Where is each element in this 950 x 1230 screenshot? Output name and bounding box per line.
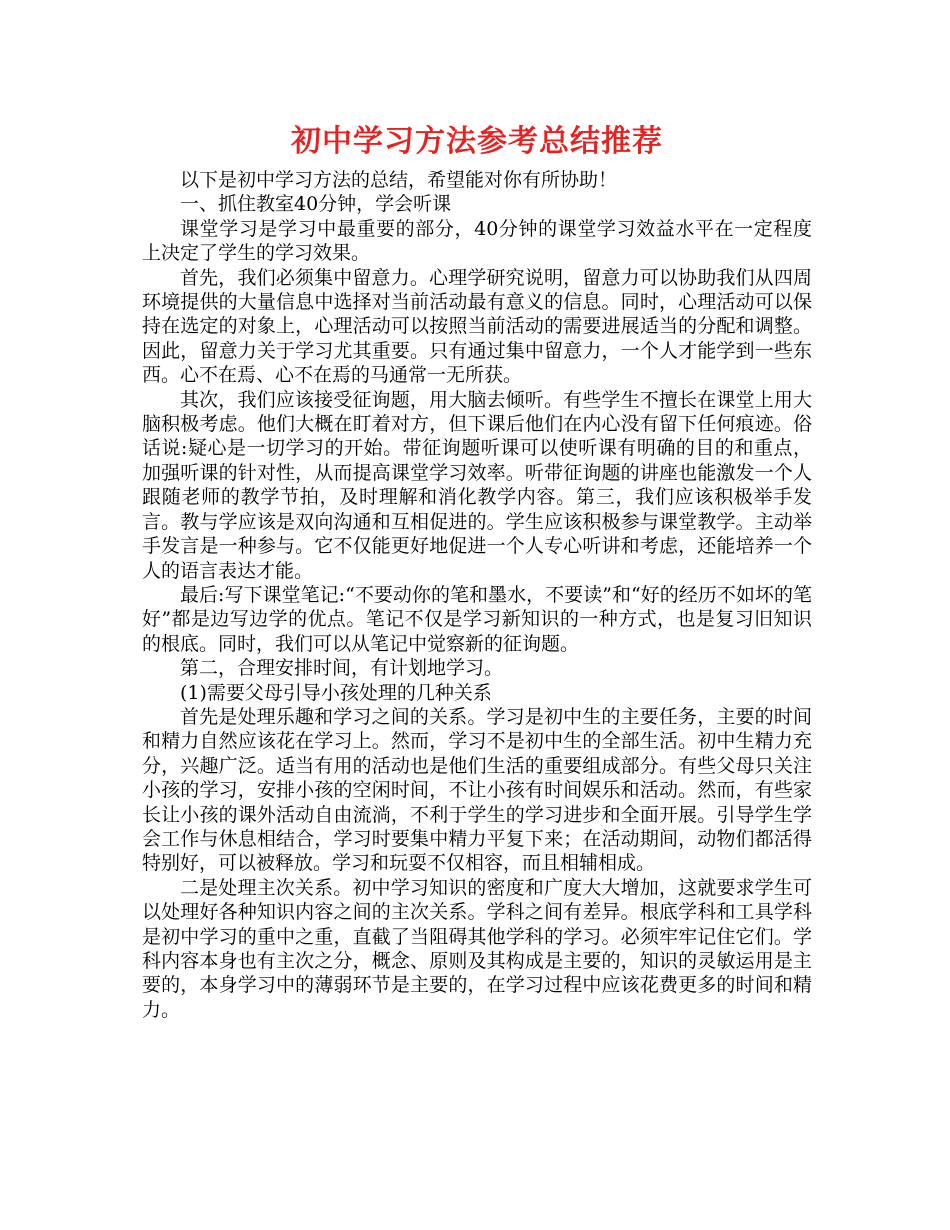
paragraph-attention: 首先，我们必须集中留意力。心理学研究说明，留意力可以协助我们从四周环境提供的大量信息中选择对当前活动最有意义的信息。同时，心理活动可以保持在选定的对象上，心理活动可以按照当前活动的需要进展适当的分配和调整。因此，留意力关于学习尤其重要。只有通过集中留意力，一个人才能学到一些东西。心不在焉、心不在焉的马通常一无所获。 bbox=[142, 266, 812, 387]
document-title: 初中学习方法参考总结推荐 bbox=[291, 124, 663, 159]
paragraph-priorities: 二是处理主次关系。初中学习知识的密度和广度大大增加，这就要求学生可以处理好各种知识内容之间的主次关系。学科之间有差异。根底学科和工具学科是初中学习的重中之重，直截了当阻碍其他学科的学习。必须牢牢记住它们。学科内容本身也有主次之分，概念、原则及其构成是主要的，知识的灵敏运用是主要的，本身学习中的薄弱环节是主要的，在学习过程中应该花费更多的时间和精力。 bbox=[142, 876, 812, 1021]
document-page bbox=[142, 122, 812, 1022]
subheading-relationships: (1)需要父母引导小孩处理的几种关系 bbox=[180, 681, 492, 704]
paragraph-questions: 其次，我们应该接受征询题，用大脑去倾听。有些学生不擅长在课堂上用大脑积极考虑。他们大概在盯着对方，但下课后他们在内心没有留下任何痕迹。俗话说:疑心是一切学习的开始。带征询题听课可以使听课有明确的目的和重点，加强听课的针对性，从而提高课堂学习效率。听带征询题的讲座也能激发一个人跟随老师的教学节拍，及时理解和消化教学内容。第三，我们应该积极举手发言。教与学应该是双向沟通和互相促进的。学生应该积极参与课堂教学。主动举手发言是一种参与。它不仅能更好地促进一个人专心听讲和考虑，还能培养一个人的语言表达才能。 bbox=[142, 388, 812, 582]
heading-section-two: 第二，合理安排时间，有计划地学习。 bbox=[180, 657, 504, 680]
document-body bbox=[142, 168, 812, 1022]
paragraph-intro: 以下是初中学习方法的总结，希望能对你有所协助！ bbox=[180, 169, 618, 191]
heading-section-one: 一、抓住教室40分钟，学会听课 bbox=[180, 193, 452, 216]
paragraph-notes: 最后:写下课堂笔记:“不要动你的笔和墨水，不要读”和“好的经历不如坏的笔好”都是边写边学的优点。笔记不仅是学习新知识的一种方式，也是复习旧知识的根底。同时，我们可以从笔记中觉察新的征询题。 bbox=[142, 583, 812, 655]
paragraph-classroom-learning: 课堂学习是学习中最重要的部分，40分钟的课堂学习效益水平在一定程度上决定了学生的学习效果。 bbox=[142, 217, 812, 265]
paragraph-fun-and-study: 首先是处理乐趣和学习之间的关系。学习是初中生的主要任务，主要的时间和精力自然应该花在学习上。然而，学习不是初中生的全部生活。初中生精力充分，兴趣广泛。适当有用的活动也是他们生活的重要组成部分。有些父母只关注小孩的学习，安排小孩的空闲时间，不让小孩有时间娱乐和活动。然而，有些家长让小孩的课外活动自由流淌，不利于学生的学习进步和全面开展。引导学生学会工作与休息相结合，学习时要集中精力平复下来；在活动期间，动物们都活得特别好，可以被释放。学习和玩耍不仅相容，而且相辅相成。 bbox=[142, 705, 812, 875]
